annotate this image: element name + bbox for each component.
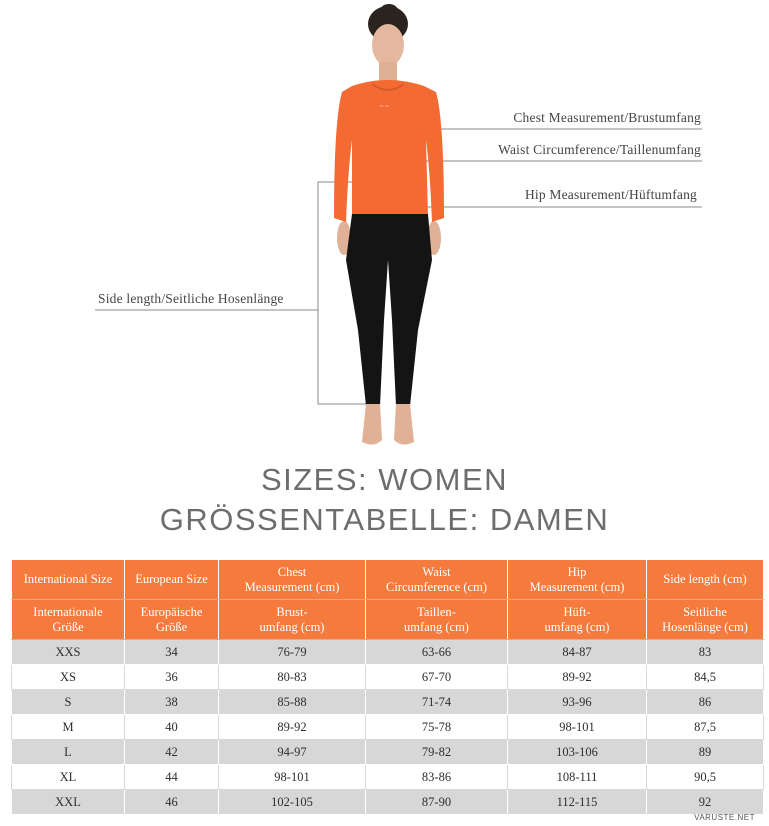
table-cell: 112-115 — [508, 790, 647, 815]
table-cell: 36 — [125, 665, 219, 690]
title-english: SIZES: WOMEN — [260, 462, 509, 497]
table-cell: 71-74 — [366, 690, 508, 715]
header-cell: Europäische Größe — [125, 600, 219, 640]
table-cell: L — [12, 740, 125, 765]
shirt-logo: ~ ~ — [380, 104, 389, 110]
table-cell: 83-86 — [366, 765, 508, 790]
watermark: VARUSTE.NET — [694, 813, 755, 822]
chest-label: Chest Measurement/Brustumfang — [513, 110, 701, 125]
header-row-english — [12, 560, 764, 600]
table-cell: 102-105 — [219, 790, 366, 815]
header-cell: Internationale Größe — [12, 600, 125, 640]
table-cell: 98-101 — [219, 765, 366, 790]
table-cell: 103-106 — [508, 740, 647, 765]
table-row — [12, 715, 764, 740]
table-cell: XXS — [12, 640, 125, 665]
table-cell: 89-92 — [219, 715, 366, 740]
table-cell: S — [12, 690, 125, 715]
table-cell: 83 — [647, 640, 764, 665]
orange-shirt — [334, 80, 444, 222]
table-cell: 84,5 — [647, 665, 764, 690]
table-row — [12, 665, 764, 690]
header-row-german — [12, 600, 764, 640]
size-table — [11, 559, 764, 815]
table-cell: XS — [12, 665, 125, 690]
table-cell: 85-88 — [219, 690, 366, 715]
header-cell: International Size — [12, 560, 125, 600]
header-cell: Hip Measurement (cm) — [508, 560, 647, 600]
table-cell: 92 — [647, 790, 764, 815]
side-length-label: Side length/Seitliche Hosenlänge — [98, 291, 284, 306]
table-cell: 89-92 — [508, 665, 647, 690]
table-cell: XXL — [12, 790, 125, 815]
table-row — [12, 765, 764, 790]
header-cell: Chest Measurement (cm) — [219, 560, 366, 600]
face — [372, 24, 404, 66]
table-cell: M — [12, 715, 125, 740]
table-cell: 63-66 — [366, 640, 508, 665]
header-cell: European Size — [125, 560, 219, 600]
table-cell: 89 — [647, 740, 764, 765]
black-leggings — [346, 214, 432, 406]
right-foot — [394, 404, 414, 445]
table-cell: 44 — [125, 765, 219, 790]
size-table-body — [12, 640, 764, 815]
table-row — [12, 790, 764, 815]
table-cell: 46 — [125, 790, 219, 815]
table-cell: 42 — [125, 740, 219, 765]
header-cell: Brust- umfang (cm) — [219, 600, 366, 640]
table-cell: 75-78 — [366, 715, 508, 740]
table-cell: 84-87 — [508, 640, 647, 665]
table-cell: XL — [12, 765, 125, 790]
table-row — [12, 740, 764, 765]
table-cell: 93-96 — [508, 690, 647, 715]
table-cell: 98-101 — [508, 715, 647, 740]
table-cell: 94-97 — [219, 740, 366, 765]
waist-label: Waist Circumference/Taillenumfang — [498, 142, 701, 157]
table-cell: 87-90 — [366, 790, 508, 815]
table-cell: 79-82 — [366, 740, 508, 765]
table-row — [12, 690, 764, 715]
table-row — [12, 640, 764, 665]
header-cell: Hüft- umfang (cm) — [508, 600, 647, 640]
title-german: GRÖSSENTABELLE: DAMEN — [159, 502, 610, 537]
table-cell: 76-79 — [219, 640, 366, 665]
header-cell: Side length (cm) — [647, 560, 764, 600]
header-cell: Taillen- umfang (cm) — [366, 600, 508, 640]
table-cell: 90,5 — [647, 765, 764, 790]
header-cell: Seitliche Hosenlänge (cm) — [647, 600, 764, 640]
table-cell: 108-111 — [508, 765, 647, 790]
hip-label: Hip Measurement/Hüftumfang — [524, 187, 697, 202]
left-foot — [362, 404, 382, 445]
table-cell: 87,5 — [647, 715, 764, 740]
table-cell: 38 — [125, 690, 219, 715]
table-cell: 40 — [125, 715, 219, 740]
table-cell: 80-83 — [219, 665, 366, 690]
header-cell: Waist Circumference (cm) — [366, 560, 508, 600]
table-cell: 34 — [125, 640, 219, 665]
table-cell: 67-70 — [366, 665, 508, 690]
table-cell: 86 — [647, 690, 764, 715]
